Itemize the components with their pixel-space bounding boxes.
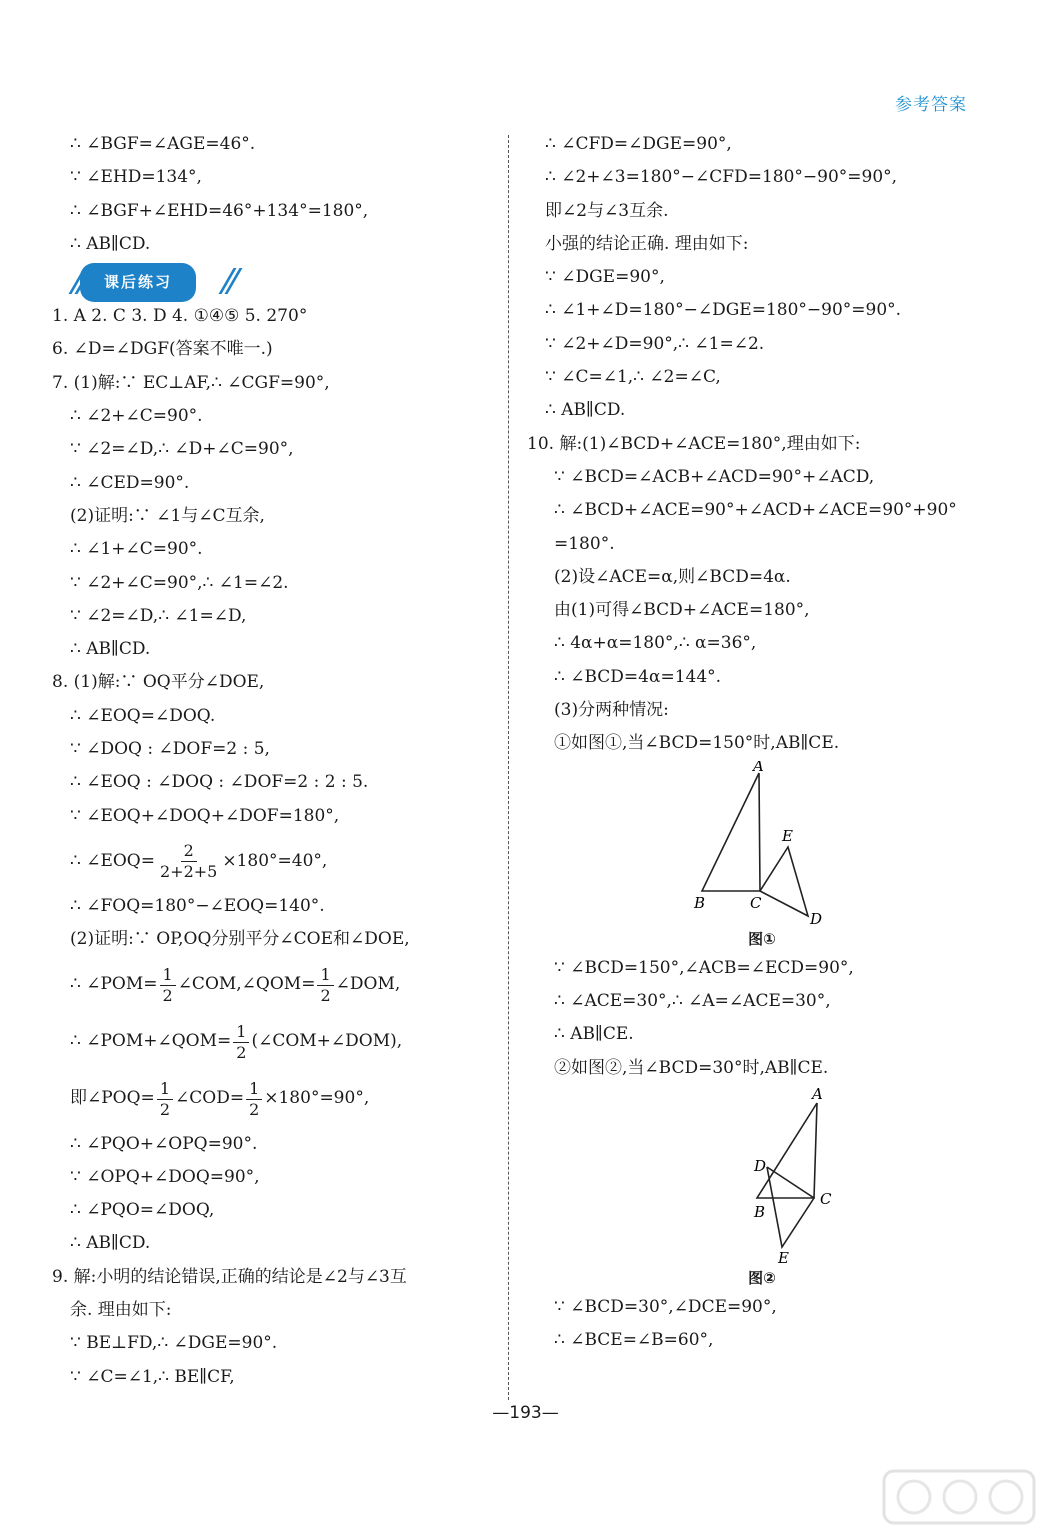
point-label-b: B [694,893,706,912]
text-line: 7. (1)解:∵ EC⊥AF,∴ ∠CGF=90°, [52,372,330,393]
numerator: 1 [246,1079,262,1100]
denominator: 2 [249,1099,260,1119]
text-line: ∴ ∠PQO=∠DOQ, [70,1200,215,1221]
section-tag: 参考答案 [895,95,967,115]
text-line: ∴ ∠BCD=4α=144°. [554,666,722,687]
text-span: ∴ ∠POM+∠QOM= [70,1031,232,1052]
text-line: 即∠2与∠3互余. [545,200,669,221]
text-line: ∵ ∠2+∠C=90°,∴ ∠1=∠2. [70,572,289,593]
text-line: ∴ ∠1+∠C=90°. [70,539,203,560]
watermark-logo-icon [880,1465,1040,1529]
text-line: 小强的结论正确. 理由如下: [545,233,749,254]
denominator: 2+2+5 [160,861,218,881]
fraction-line [52,1014,502,1071]
text-line: (2)证明:∵ ∠1与∠C互余, [70,505,265,526]
denominator: 2 [236,1042,247,1062]
text-line: ∵ ∠C=∠1,∴ ∠2=∠C, [545,367,721,388]
point-label-d: D [810,909,823,926]
numerator: 1 [233,1022,249,1043]
text-line: ∵ ∠BCD=∠ACB+∠ACD=90°+∠ACD, [554,466,875,487]
text-line: ∵ ∠BCD=150°,∠ACB=∠ECD=90°, [554,957,854,978]
text-span: ∠DOM, [335,974,401,995]
figure-caption: 图② [748,1268,776,1287]
text-line: ∵ BE⊥FD,∴ ∠DGE=90°. [70,1333,278,1354]
text-line: ∴ ∠CED=90°. [70,472,190,493]
text-line: ∴ ∠BGF=∠AGE=46°. [70,134,256,154]
text-line: 1. A 2. C 3. D 4. ①④⑤ 5. 270° [52,306,308,327]
text-line: ∴ ∠BCE=∠B=60°, [554,1330,714,1351]
triangle-dce [767,1167,814,1247]
numerator: 1 [160,965,176,986]
text-line: ∵ ∠BCD=30°,∠DCE=90°, [554,1296,777,1317]
column-divider [508,135,509,1400]
section-banner [70,264,502,300]
fraction [246,1079,262,1120]
text-line: ∴ ∠BCD+∠ACE=90°+∠ACD+∠ACE=90°+90° [554,500,957,521]
left-column [52,128,502,1394]
text-line: ∵ ∠2=∠D,∴ ∠1=∠D, [70,605,247,626]
text-line: ∵ ∠C=∠1,∴ BE∥CF, [70,1366,235,1387]
text-line: ∵ ∠EHD=134°, [70,167,202,188]
denominator: 2 [320,985,331,1005]
text-line: ∴ AB∥CD. [545,400,626,421]
point-label-c: C [750,893,762,912]
text-line: ∴ ∠FOQ=180°−∠EOQ=140°. [70,895,325,916]
text-span: ∠COM,∠QOM= [177,974,316,995]
text-line: ∴ AB∥CD. [70,1233,151,1254]
text-line: ②如图②,当∠BCD=30°时,AB∥CE. [554,1057,829,1078]
fraction [157,841,220,882]
fraction-line [52,833,502,890]
text-line: (2)设∠ACE=α,则∠BCD=4α. [554,566,791,587]
denominator: 2 [159,1099,170,1119]
text-line: ∴ ∠2+∠3=180°−∠CFD=180°−90°=90°, [545,167,898,188]
text-line: ∵ ∠2+∠D=90°,∴ ∠1=∠2. [545,333,765,354]
text-line: ∵ ∠EOQ+∠DOQ+∠DOF=180°, [70,805,340,826]
fraction [157,1079,173,1120]
fraction-line [52,957,502,1014]
fraction [160,965,176,1006]
point-label-a: A [812,1084,823,1103]
fraction-line [52,1071,502,1128]
text-line: ∴ ∠PQO+∠OPQ=90°. [70,1133,258,1154]
text-line: ∴ AB∥CE. [554,1024,634,1045]
point-label-e: E [778,1248,789,1265]
point-label-d: D [754,1156,767,1175]
triangle-cde [760,847,808,916]
text-line: ∴ ∠BGF+∠EHD=46°+134°=180°, [70,200,369,221]
text-line: ∴ AB∥CD. [70,639,151,660]
text-span: (∠COM+∠DOM), [251,1031,403,1052]
triangle-abc [757,1103,817,1198]
figure-1-diagram [662,761,862,926]
text-span: ∴ ∠EOQ= [70,850,155,871]
text-span: ∠COD= [175,1088,245,1109]
point-label-c: C [820,1189,832,1208]
text-line: 9. 解:小明的结论错误,正确的结论是∠2与∠3互 [52,1266,407,1287]
text-line: ∵ ∠2=∠D,∴ ∠D+∠C=90°, [70,439,294,460]
figure-2 [527,1085,997,1291]
text-span: ×180°=90°, [264,1088,370,1109]
text-line: (2)证明:∵ OP,OQ分别平分∠COE和∠DOE, [70,929,410,950]
point-label-a: A [753,760,764,775]
text-line: ∴ ∠EOQ=∠DOQ. [70,705,216,726]
page-number: —193— [492,1403,559,1423]
figure-2-diagram [662,1085,862,1265]
fraction [233,1022,249,1063]
text-line: ∴ ∠EOQ : ∠DOQ : ∠DOF=2 : 2 : 5. [70,772,369,793]
text-line: ①如图①,当∠BCD=150°时,AB∥CE. [554,733,840,754]
numerator: 1 [317,965,333,986]
fraction [317,965,333,1006]
numerator: 1 [157,1079,173,1100]
text-line: 8. (1)解:∵ OQ平分∠DOE, [52,672,265,693]
text-line: 10. 解:(1)∠BCD+∠ACE=180°,理由如下: [527,433,861,454]
banner-label: 课后练习 [80,263,196,302]
text-span: 即∠POQ= [70,1088,155,1109]
figure-caption: 图① [748,929,776,948]
text-line: ∴ ∠CFD=∠DGE=90°, [545,134,732,154]
point-label-e: E [782,826,793,845]
triangle-abc [702,773,760,891]
text-line: 由(1)可得∠BCD+∠ACE=180°, [554,600,810,621]
text-line: ∴ 4α+α=180°,∴ α=36°, [554,633,757,654]
text-line: 6. ∠D=∠DGF(答案不唯一.) [52,339,273,360]
text-line: ∴ ∠ACE=30°,∴ ∠A=∠ACE=30°, [554,990,831,1011]
text-line: ∵ ∠DGE=90°, [545,267,665,288]
text-line: ∴ ∠2+∠C=90°. [70,406,203,427]
text-line: ∴ AB∥CD. [70,233,151,254]
text-span: ∴ ∠POM= [70,974,158,995]
numerator: 2 [181,841,197,862]
right-column [527,128,997,1357]
text-line: (3)分两种情况: [554,700,669,721]
text-line: ∴ ∠1+∠D=180°−∠DGE=180°−90°=90°. [545,300,902,321]
text-line: ∵ ∠OPQ+∠DOQ=90°, [70,1166,260,1187]
point-label-b: B [754,1202,766,1221]
text-line: =180°. [554,533,615,554]
text-line: 余. 理由如下: [70,1300,172,1321]
text-span: ×180°=40°, [222,850,328,871]
text-line: ∵ ∠DOQ : ∠DOF=2 : 5, [70,739,270,760]
figure-1 [527,761,997,952]
denominator: 2 [162,985,173,1005]
